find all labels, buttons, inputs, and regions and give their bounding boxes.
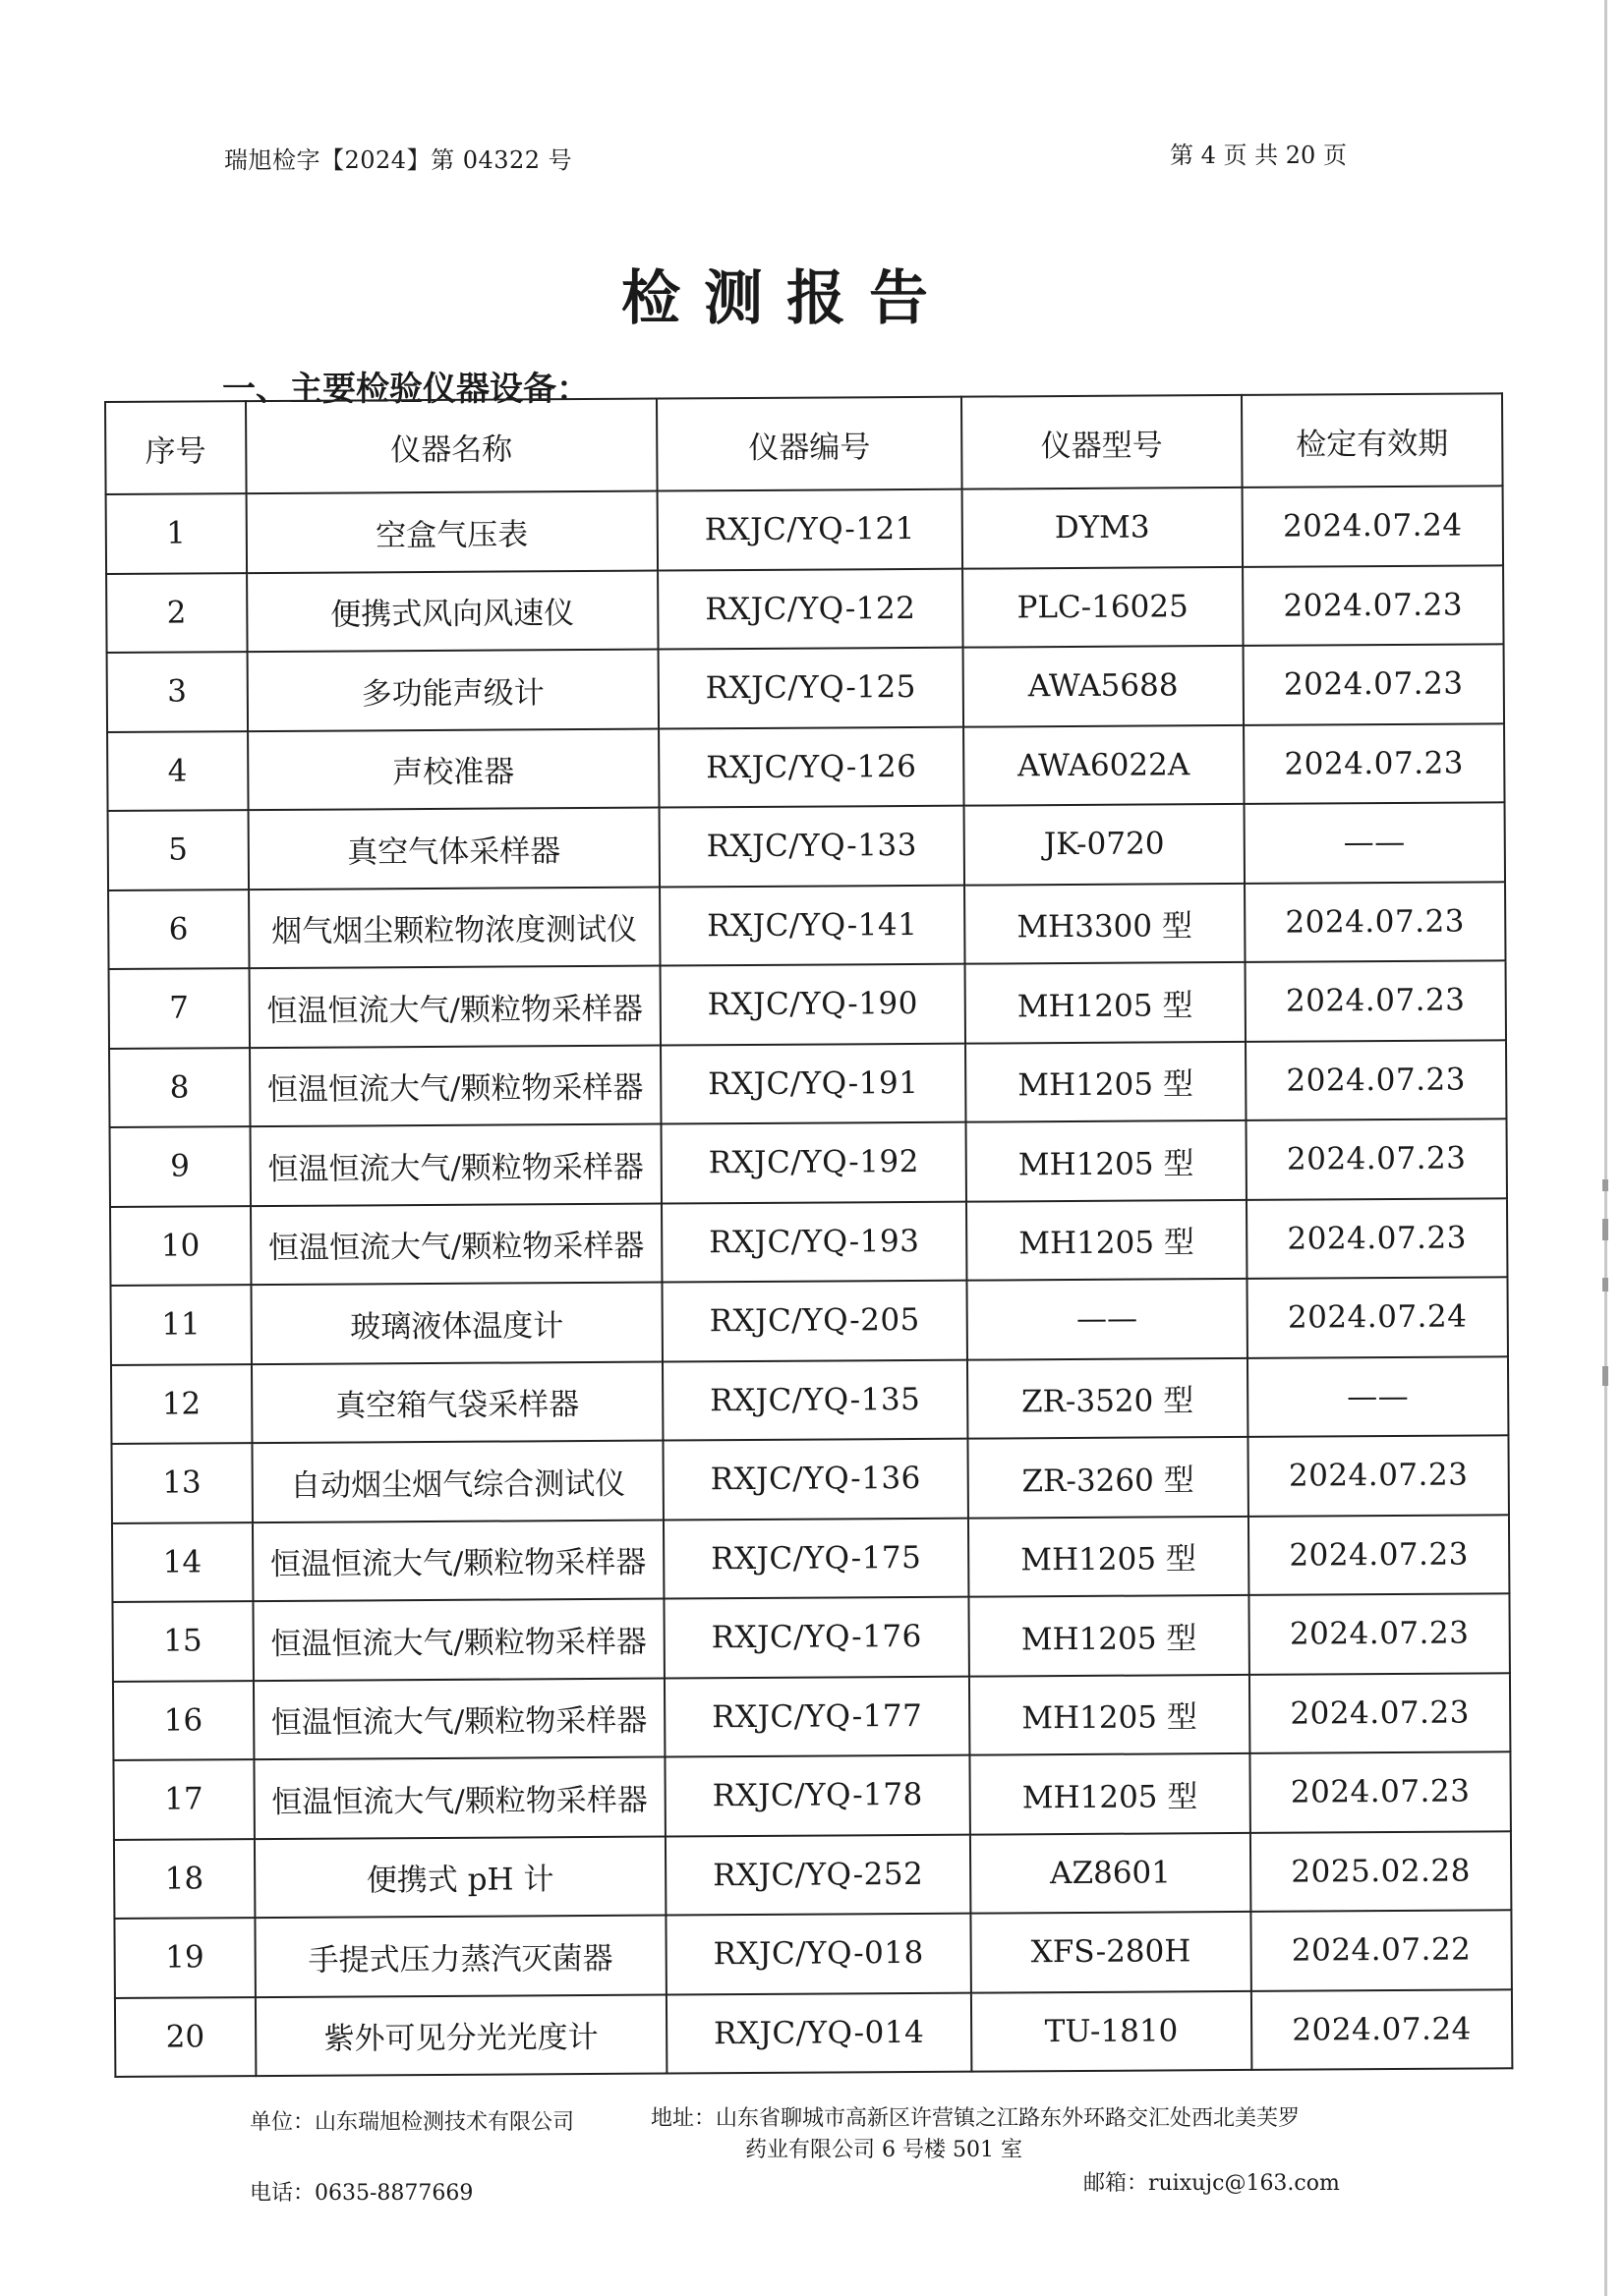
cell-seq: 6 (108, 890, 249, 969)
cell-name: 恒温恒流大气/颗粒物采样器 (250, 1124, 662, 1206)
cell-seq: 8 (109, 1048, 250, 1127)
cell-seq: 10 (110, 1206, 251, 1286)
cell-seq: 20 (115, 1997, 256, 2077)
cell-model: PLC-16025 (962, 566, 1244, 647)
cell-date: 2024.07.23 (1249, 1673, 1511, 1753)
cell-date: —— (1244, 802, 1505, 883)
table-row (113, 1751, 1510, 1839)
footer-address: 地址：山东省聊城市高新区许营镇之江路东外环路交汇处西北美芙罗 (651, 2106, 1301, 2131)
equipment-table (104, 392, 1513, 2078)
cell-model: TU-1810 (971, 1990, 1252, 2071)
cell-seq: 1 (106, 493, 247, 573)
cell-date: 2024.07.22 (1250, 1910, 1512, 1990)
cell-id: RXJC/YQ-135 (663, 1359, 967, 1440)
table-row (106, 486, 1503, 573)
table-row (109, 960, 1506, 1048)
table-row (107, 723, 1504, 811)
column-header-valid: 检定有效期 (1242, 393, 1503, 488)
cell-seq: 19 (114, 1918, 255, 1997)
page-indicator: 第 4 页 共 20 页 (1170, 142, 1347, 169)
cell-model: MH1205 型 (969, 1674, 1250, 1754)
cell-name: 紫外可见分光光度计 (255, 1994, 667, 2076)
cell-name: 空盒气压表 (246, 491, 658, 573)
cell-seq: 9 (110, 1126, 251, 1206)
cell-name: 多功能声级计 (247, 650, 659, 731)
table-row (108, 802, 1505, 890)
cell-seq: 3 (107, 652, 248, 731)
cell-id: RXJC/YQ-018 (667, 1914, 971, 1994)
table-row (115, 1989, 1512, 2077)
table-row (111, 1356, 1508, 1444)
cell-seq: 18 (114, 1839, 255, 1919)
cell-model: MH1205 型 (969, 1753, 1250, 1834)
cell-seq: 14 (112, 1522, 253, 1602)
cell-id: RXJC/YQ-122 (658, 568, 962, 649)
table-row (114, 1910, 1511, 1997)
cell-seq: 5 (108, 810, 249, 890)
cell-date: 2024.07.23 (1245, 882, 1506, 962)
table-row (110, 1277, 1507, 1364)
cell-id: RXJC/YQ-014 (667, 1992, 971, 2073)
cell-name: 恒温恒流大气/颗粒物采样器 (251, 1203, 663, 1285)
table-row (106, 565, 1503, 653)
cell-id: RXJC/YQ-133 (660, 806, 964, 887)
report-number: 瑞旭检字【2024】第 04322 号 (224, 146, 573, 174)
cell-id: RXJC/YQ-205 (663, 1281, 967, 1361)
cell-name: 恒温恒流大气/颗粒物采样器 (249, 966, 661, 1048)
cell-name: 烟气烟尘颗粒物浓度测试仪 (249, 887, 661, 968)
page-edge-mark (1602, 1219, 1608, 1240)
table-row (112, 1515, 1509, 1602)
cell-date: 2024.07.23 (1248, 1593, 1510, 1674)
footer-unit: 单位：山东瑞旭检测技术有限公司 (250, 2110, 575, 2135)
column-header-name: 仪器名称 (246, 399, 658, 494)
cell-date: 2024.07.23 (1247, 1435, 1509, 1516)
table-row (111, 1435, 1508, 1522)
cell-seq: 11 (110, 1285, 251, 1364)
cell-seq: 13 (111, 1443, 252, 1522)
column-header-id: 仪器编号 (657, 397, 961, 491)
cell-model: MH1205 型 (968, 1516, 1249, 1596)
cell-date: 2024.07.23 (1248, 1515, 1510, 1595)
cell-id: RXJC/YQ-125 (659, 648, 963, 728)
cell-model: MH1205 型 (966, 1199, 1247, 1280)
cell-model: XFS-280H (970, 1912, 1251, 1992)
cell-name: 自动烟尘烟气综合测试仪 (252, 1441, 664, 1522)
table-row (109, 1040, 1506, 1127)
cell-id: RXJC/YQ-121 (658, 489, 962, 570)
cell-seq: 7 (109, 968, 250, 1048)
column-header-model: 仪器型号 (961, 395, 1243, 489)
cell-model: AWA6022A (963, 724, 1245, 805)
cell-id: RXJC/YQ-141 (660, 885, 964, 965)
table-row (112, 1593, 1509, 1681)
page-edge-mark (1602, 1179, 1608, 1191)
cell-date: 2024.07.24 (1251, 1989, 1513, 2070)
page-edge-mark (1602, 1278, 1608, 1292)
cell-seq: 17 (113, 1759, 254, 1839)
footer-email: 邮箱：ruixujc@163.com (1083, 2171, 1340, 2196)
cell-model: —— (966, 1279, 1247, 1359)
table-row (110, 1198, 1507, 1286)
cell-model: MH1205 型 (965, 1041, 1247, 1121)
cell-name: 便携式风向风速仪 (247, 570, 659, 652)
cell-name: 真空箱气袋采样器 (252, 1361, 664, 1443)
cell-model: AWA5688 (962, 646, 1244, 726)
table-row (107, 644, 1504, 731)
table-row (110, 1119, 1507, 1206)
cell-model: AZ8601 (970, 1832, 1251, 1913)
cell-date: 2024.07.23 (1247, 1198, 1508, 1279)
cell-seq: 16 (113, 1681, 254, 1760)
cell-id: RXJC/YQ-177 (665, 1676, 969, 1756)
cell-date: 2024.07.23 (1243, 565, 1504, 646)
cell-model: MH1205 型 (965, 1120, 1247, 1201)
cell-id: RXJC/YQ-176 (665, 1597, 969, 1678)
cell-name: 玻璃液体温度计 (251, 1283, 663, 1364)
footer-phone: 电话：0635-8877669 (250, 2181, 474, 2206)
cell-model: MH1205 型 (968, 1595, 1249, 1676)
table-row (113, 1673, 1510, 1760)
column-header-seq: 序号 (105, 401, 246, 494)
cell-id: RXJC/YQ-252 (666, 1834, 970, 1915)
cell-date: 2024.07.23 (1245, 960, 1506, 1041)
page-edge-line (1604, 0, 1607, 2296)
cell-name: 手提式压力蒸汽灭菌器 (255, 1916, 667, 1997)
cell-model: ZR-3520 型 (967, 1357, 1248, 1438)
table-header-row (105, 393, 1503, 494)
cell-id: RXJC/YQ-192 (662, 1122, 966, 1203)
cell-name: 真空气体采样器 (248, 808, 660, 890)
cell-id: RXJC/YQ-178 (666, 1755, 970, 1836)
cell-date: 2024.07.24 (1247, 1277, 1508, 1357)
cell-name: 便携式 pH 计 (254, 1836, 666, 1918)
cell-seq: 15 (112, 1601, 253, 1681)
cell-name: 声校准器 (248, 728, 660, 810)
cell-model: DYM3 (961, 488, 1243, 568)
cell-date: 2024.07.23 (1249, 1751, 1511, 1832)
cell-date: —— (1247, 1356, 1509, 1437)
cell-model: MH3300 型 (964, 883, 1246, 963)
cell-name: 恒温恒流大气/颗粒物采样器 (253, 1520, 665, 1601)
cell-seq: 4 (107, 731, 248, 811)
page-edge-mark (1602, 1366, 1608, 1386)
cell-name: 恒温恒流大气/颗粒物采样器 (253, 1599, 665, 1681)
cell-model: JK-0720 (963, 804, 1245, 885)
table-row (108, 882, 1505, 969)
cell-model: MH1205 型 (964, 962, 1246, 1043)
cell-date: 2025.02.28 (1250, 1831, 1512, 1912)
cell-id: RXJC/YQ-126 (659, 726, 963, 807)
page-title: 检测报告 (621, 264, 952, 333)
cell-date: 2024.07.23 (1246, 1119, 1507, 1199)
cell-name: 恒温恒流大气/颗粒物采样器 (253, 1678, 665, 1759)
cell-id: RXJC/YQ-191 (661, 1043, 965, 1123)
cell-date: 2024.07.23 (1243, 644, 1504, 724)
cell-seq: 12 (111, 1364, 252, 1444)
footer-address-cont: 药业有限公司 6 号楼 501 室 (745, 2138, 1022, 2162)
table-row (114, 1831, 1511, 1919)
cell-date: 2024.07.23 (1246, 1040, 1507, 1120)
cell-name: 恒温恒流大气/颗粒物采样器 (250, 1045, 662, 1126)
cell-date: 2024.07.24 (1242, 486, 1503, 566)
cell-name: 恒温恒流大气/颗粒物采样器 (254, 1757, 666, 1839)
cell-date: 2024.07.23 (1244, 723, 1505, 804)
cell-model: ZR-3260 型 (967, 1437, 1248, 1518)
cell-id: RXJC/YQ-190 (661, 964, 965, 1045)
cell-id: RXJC/YQ-175 (664, 1518, 968, 1598)
section-heading: 一、主要检验仪器设备： (222, 370, 590, 409)
cell-id: RXJC/YQ-136 (664, 1439, 968, 1520)
cell-seq: 2 (106, 573, 247, 653)
cell-id: RXJC/YQ-193 (662, 1201, 966, 1282)
